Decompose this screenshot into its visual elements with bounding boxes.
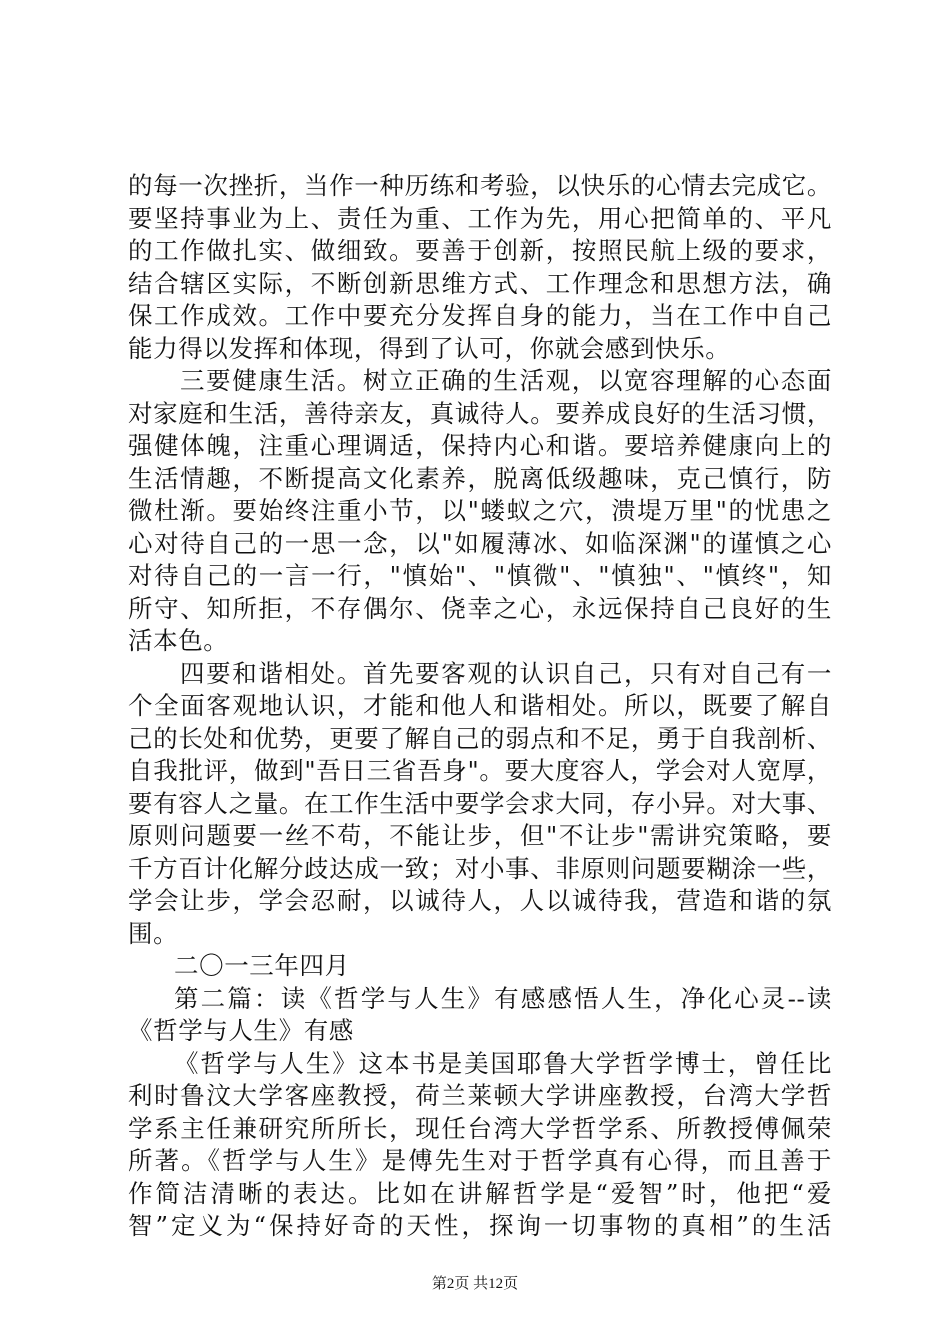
text-line: 生活情趣，不断提高文化素养，脱离低级趣味，克己慎行，防 xyxy=(128,463,832,493)
paragraph-start-line: 《哲学与人生》这本书是美国耶鲁大学哲学博士，曾任比 xyxy=(174,1048,832,1078)
text-line: 的工作做扎实、做细致。要善于创新，按照民航上级的要求， xyxy=(128,236,832,265)
section-heading: 第二篇：读《哲学与人生》有感感悟人生，净化心灵--读 xyxy=(174,983,832,1013)
text-line: 保工作成效。工作中要充分发挥自身的能力，当在工作中自己 xyxy=(128,301,832,330)
page-number-footer: 第2页 共12页 xyxy=(431,1276,519,1292)
text-line: 活本色。 xyxy=(128,626,229,655)
document-body xyxy=(128,170,832,1243)
text-line: 结合辖区实际，不断创新思维方式、工作理念和思想方法，确 xyxy=(128,268,832,298)
text-line: 个全面客观地认识，才能和他人和谐相处。所以，既要了解自 xyxy=(128,691,832,720)
text-line: 对待自己的一言一行，"慎始"、"慎微"、"慎独"、"慎终"，知 xyxy=(128,561,832,590)
text-line: 己的长处和优势，更要了解自己的弱点和不足，勇于自我剖析、 xyxy=(128,723,832,753)
text-line: 智”定义为“保持好奇的天性，探询一切事物的真相”的生活 xyxy=(128,1211,832,1240)
section-heading-continued: 《哲学与人生》有感 xyxy=(128,1016,354,1045)
text-line: 学系主任兼研究所所长，现任台湾大学哲学系、所教授傅佩荣 xyxy=(128,1113,832,1143)
text-line: 千方百计化解分歧达成一致；对小事、非原则问题要糊涂一些， xyxy=(128,853,832,883)
text-line: 要有容人之量。在工作生活中要学会求大同，存小异。对大事、 xyxy=(128,788,832,818)
text-line: 的每一次挫折，当作一种历练和考验，以快乐的心情去完成它。 xyxy=(128,171,832,200)
text-line: 自我批评，做到"吾日三省吾身"。要大度容人，学会对人宽厚， xyxy=(128,756,832,785)
text-line: 所守、知所拒，不存偶尔、侥幸之心，永远保持自己良好的生 xyxy=(128,593,832,623)
text-line: 原则问题要一丝不苟，不能让步，但"不让步"需讲究策略，要 xyxy=(128,821,832,850)
paragraph-start-line: 三要健康生活。树立正确的生活观，以宽容理解的心态面 xyxy=(180,366,832,395)
text-line: 微杜渐。要始终注重小节，以"蝼蚁之穴，溃堤万里"的忧患之 xyxy=(128,496,832,525)
text-line: 要坚持事业为上、责任为重、工作为先，用心把简单的、平凡 xyxy=(128,203,832,233)
text-line: 对家庭和生活，善待亲友，真诚待人。要养成良好的生活习惯， xyxy=(128,398,832,428)
text-line: 围。 xyxy=(128,918,179,948)
text-line: 心对待自己的一思一念，以"如履薄冰、如临深渊"的谨慎之心 xyxy=(128,528,832,558)
date-line: 二〇一三年四月 xyxy=(174,951,350,980)
text-line: 作简洁清晰的表达。比如在讲解哲学是“爱智”时，他把“爱 xyxy=(128,1178,832,1208)
paragraph-start-line: 四要和谐相处。首先要客观的认识自己，只有对自己有一 xyxy=(180,658,832,688)
text-line: 所著。《哲学与人生》是傅先生对于哲学真有心得，而且善于 xyxy=(128,1146,832,1175)
text-line: 强健体魄，注重心理调适，保持内心和谐。要培养健康向上的 xyxy=(128,431,832,460)
text-line: 利时鲁汶大学客座教授，荷兰莱顿大学讲座教授，台湾大学哲 xyxy=(128,1081,832,1110)
text-line: 学会让步，学会忍耐，以诚待人，人以诚待我，营造和谐的氛 xyxy=(128,886,832,915)
text-line: 能力得以发挥和体现，得到了认可，你就会感到快乐。 xyxy=(128,333,731,363)
